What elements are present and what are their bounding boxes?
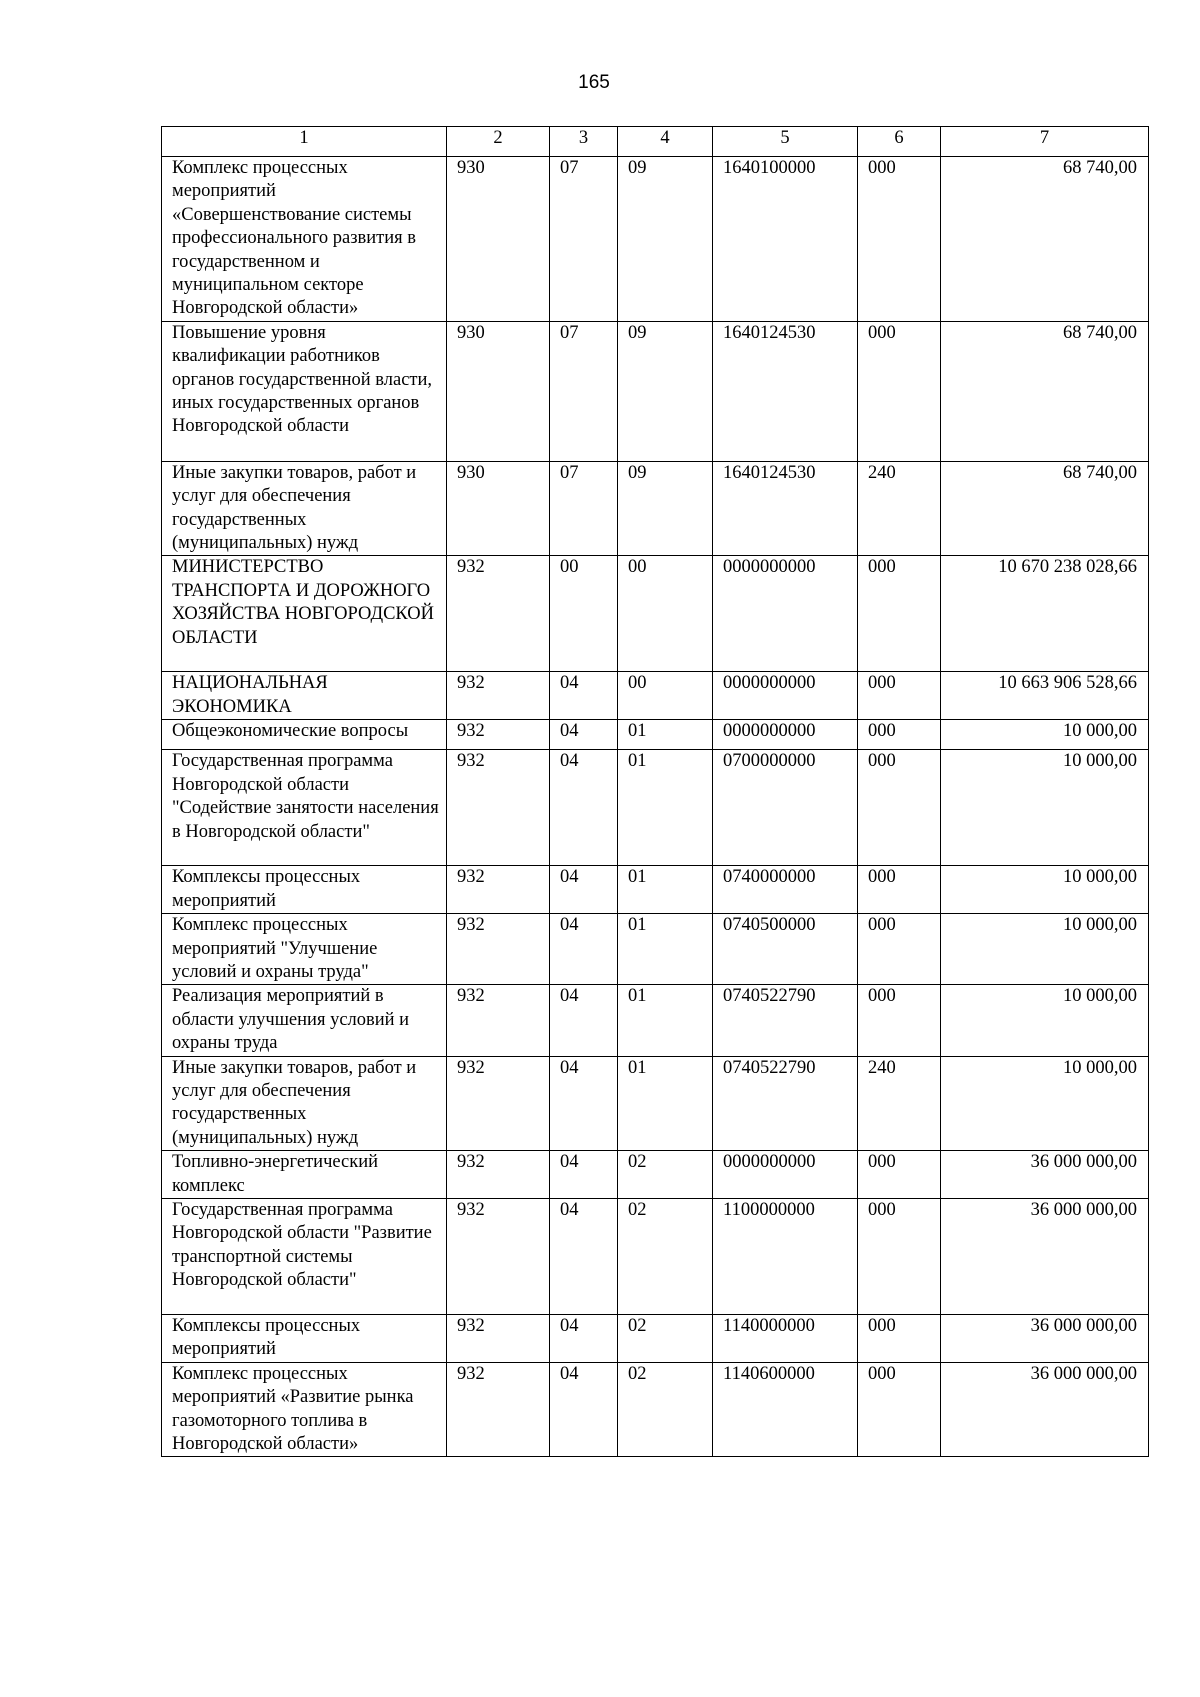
column-header-3: 3 — [550, 127, 618, 157]
row-code-subsection: 09 — [618, 461, 713, 556]
row-code-admin: 932 — [447, 1056, 550, 1151]
row-code-admin: 932 — [447, 672, 550, 720]
page-number: 165 — [578, 72, 610, 93]
row-code-subsection: 01 — [618, 866, 713, 914]
row-code-target: 1140600000 — [713, 1362, 858, 1457]
row-code-section: 00 — [550, 556, 618, 672]
row-code-expense-type: 240 — [858, 1056, 941, 1151]
row-code-target: 0740522790 — [713, 985, 858, 1056]
row-code-subsection: 02 — [618, 1151, 713, 1199]
row-name: Комплекс процессных мероприятий «Совершенствование системы профессионального развития в государственном и муниципальном секторе Новгородской области» — [162, 157, 447, 322]
row-code-expense-type: 000 — [858, 914, 941, 985]
row-code-section: 07 — [550, 321, 618, 461]
row-code-expense-type: 000 — [858, 157, 941, 322]
table-row — [162, 866, 1149, 914]
row-name: Общеэкономические вопросы — [162, 720, 447, 750]
row-code-section: 04 — [550, 1362, 618, 1457]
row-code-target: 0740500000 — [713, 914, 858, 985]
row-amount: 10 000,00 — [941, 985, 1149, 1056]
row-code-subsection: 02 — [618, 1198, 713, 1314]
row-name: Комплекс процессных мероприятий "Улучшение условий и охраны труда" — [162, 914, 447, 985]
row-code-section: 04 — [550, 985, 618, 1056]
column-header-6: 6 — [858, 127, 941, 157]
row-code-expense-type: 000 — [858, 556, 941, 672]
table-row — [162, 720, 1149, 750]
row-code-expense-type: 000 — [858, 1198, 941, 1314]
table-row — [162, 985, 1149, 1056]
row-code-admin: 932 — [447, 914, 550, 985]
row-amount: 10 000,00 — [941, 914, 1149, 985]
row-name: МИНИСТЕРСТВО ТРАНСПОРТА И ДОРОЖНОГО ХОЗЯЙСТВА НОВГОРОДСКОЙ ОБЛАСТИ — [162, 556, 447, 672]
row-code-admin: 932 — [447, 750, 550, 866]
row-code-target: 0700000000 — [713, 750, 858, 866]
row-name: Комплекс процессных мероприятий «Развитие рынка газомоторного топлива в Новгородской области» — [162, 1362, 447, 1457]
row-code-expense-type: 000 — [858, 750, 941, 866]
row-code-admin: 930 — [447, 461, 550, 556]
budget-table — [161, 126, 1149, 1457]
row-code-expense-type: 000 — [858, 321, 941, 461]
row-code-target: 1100000000 — [713, 1198, 858, 1314]
column-header-2: 2 — [447, 127, 550, 157]
row-code-subsection: 01 — [618, 720, 713, 750]
table-row — [162, 556, 1149, 672]
row-code-admin: 932 — [447, 866, 550, 914]
table-row — [162, 321, 1149, 461]
row-code-subsection: 01 — [618, 1056, 713, 1151]
table-row — [162, 1056, 1149, 1151]
row-code-subsection: 01 — [618, 985, 713, 1056]
table-row — [162, 672, 1149, 720]
row-code-expense-type: 000 — [858, 1314, 941, 1362]
row-code-section: 04 — [550, 750, 618, 866]
row-amount: 10 000,00 — [941, 866, 1149, 914]
row-name: Топливно-энергетический комплекс — [162, 1151, 447, 1199]
row-code-subsection: 01 — [618, 914, 713, 985]
row-name: Повышение уровня квалификации работников органов государственной власти, иных государственных органов Новгородской области — [162, 321, 447, 461]
row-amount: 36 000 000,00 — [941, 1314, 1149, 1362]
row-code-subsection: 01 — [618, 750, 713, 866]
row-amount: 68 740,00 — [941, 157, 1149, 322]
row-name: Государственная программа Новгородской области "Развитие транспортной системы Новгородской области" — [162, 1198, 447, 1314]
row-code-expense-type: 000 — [858, 985, 941, 1056]
table-row — [162, 157, 1149, 322]
row-code-expense-type: 000 — [858, 1362, 941, 1457]
row-code-section: 04 — [550, 720, 618, 750]
row-code-section: 04 — [550, 866, 618, 914]
row-code-subsection: 02 — [618, 1314, 713, 1362]
row-name: Комплексы процессных мероприятий — [162, 1314, 447, 1362]
row-code-section: 07 — [550, 157, 618, 322]
row-name: НАЦИОНАЛЬНАЯ ЭКОНОМИКА — [162, 672, 447, 720]
row-name: Иные закупки товаров, работ и услуг для обеспечения государственных (муниципальных) нужд — [162, 461, 447, 556]
row-code-admin: 932 — [447, 985, 550, 1056]
row-code-section: 04 — [550, 1151, 618, 1199]
row-code-admin: 930 — [447, 157, 550, 322]
row-code-section: 04 — [550, 1314, 618, 1362]
table-row — [162, 1314, 1149, 1362]
row-code-target: 0000000000 — [713, 556, 858, 672]
row-code-admin: 932 — [447, 1151, 550, 1199]
row-code-target: 1640124530 — [713, 321, 858, 461]
row-code-section: 04 — [550, 672, 618, 720]
row-code-target: 0000000000 — [713, 672, 858, 720]
row-name: Государственная программа Новгородской области "Содействие занятости населения в Новгородской области" — [162, 750, 447, 866]
row-code-expense-type: 240 — [858, 461, 941, 556]
row-amount: 36 000 000,00 — [941, 1362, 1149, 1457]
row-code-admin: 932 — [447, 1362, 550, 1457]
table-header-row — [162, 127, 1149, 157]
row-code-admin: 930 — [447, 321, 550, 461]
column-header-5: 5 — [713, 127, 858, 157]
row-amount: 10 000,00 — [941, 720, 1149, 750]
table-row — [162, 914, 1149, 985]
row-code-target: 1640100000 — [713, 157, 858, 322]
row-code-admin: 932 — [447, 720, 550, 750]
row-name: Комплексы процессных мероприятий — [162, 866, 447, 914]
row-name: Иные закупки товаров, работ и услуг для обеспечения государственных (муниципальных) нужд — [162, 1056, 447, 1151]
row-code-target: 1140000000 — [713, 1314, 858, 1362]
row-name: Реализация мероприятий в области улучшения условий и охраны труда — [162, 985, 447, 1056]
row-amount: 68 740,00 — [941, 461, 1149, 556]
row-code-expense-type: 000 — [858, 866, 941, 914]
row-code-target: 0000000000 — [713, 1151, 858, 1199]
table-row — [162, 1198, 1149, 1314]
row-code-section: 07 — [550, 461, 618, 556]
row-code-admin: 932 — [447, 1198, 550, 1314]
row-code-expense-type: 000 — [858, 672, 941, 720]
row-amount: 10 000,00 — [941, 750, 1149, 866]
row-amount: 36 000 000,00 — [941, 1198, 1149, 1314]
row-code-admin: 932 — [447, 1314, 550, 1362]
row-code-section: 04 — [550, 914, 618, 985]
row-amount: 68 740,00 — [941, 321, 1149, 461]
column-header-7: 7 — [941, 127, 1149, 157]
row-code-subsection: 00 — [618, 672, 713, 720]
row-code-subsection: 00 — [618, 556, 713, 672]
row-code-section: 04 — [550, 1198, 618, 1314]
row-code-admin: 932 — [447, 556, 550, 672]
row-code-expense-type: 000 — [858, 1151, 941, 1199]
row-code-expense-type: 000 — [858, 720, 941, 750]
row-code-target: 0000000000 — [713, 720, 858, 750]
row-code-section: 04 — [550, 1056, 618, 1151]
row-amount: 10 000,00 — [941, 1056, 1149, 1151]
row-amount: 10 670 238 028,66 — [941, 556, 1149, 672]
row-code-target: 0740522790 — [713, 1056, 858, 1151]
row-amount: 36 000 000,00 — [941, 1151, 1149, 1199]
column-header-4: 4 — [618, 127, 713, 157]
row-code-subsection: 02 — [618, 1362, 713, 1457]
table-row — [162, 461, 1149, 556]
table-row — [162, 1362, 1149, 1457]
row-code-target: 1640124530 — [713, 461, 858, 556]
table-row — [162, 1151, 1149, 1199]
row-code-target: 0740000000 — [713, 866, 858, 914]
table-row — [162, 750, 1149, 866]
row-amount: 10 663 906 528,66 — [941, 672, 1149, 720]
row-code-subsection: 09 — [618, 157, 713, 322]
column-header-1: 1 — [162, 127, 447, 157]
row-code-subsection: 09 — [618, 321, 713, 461]
